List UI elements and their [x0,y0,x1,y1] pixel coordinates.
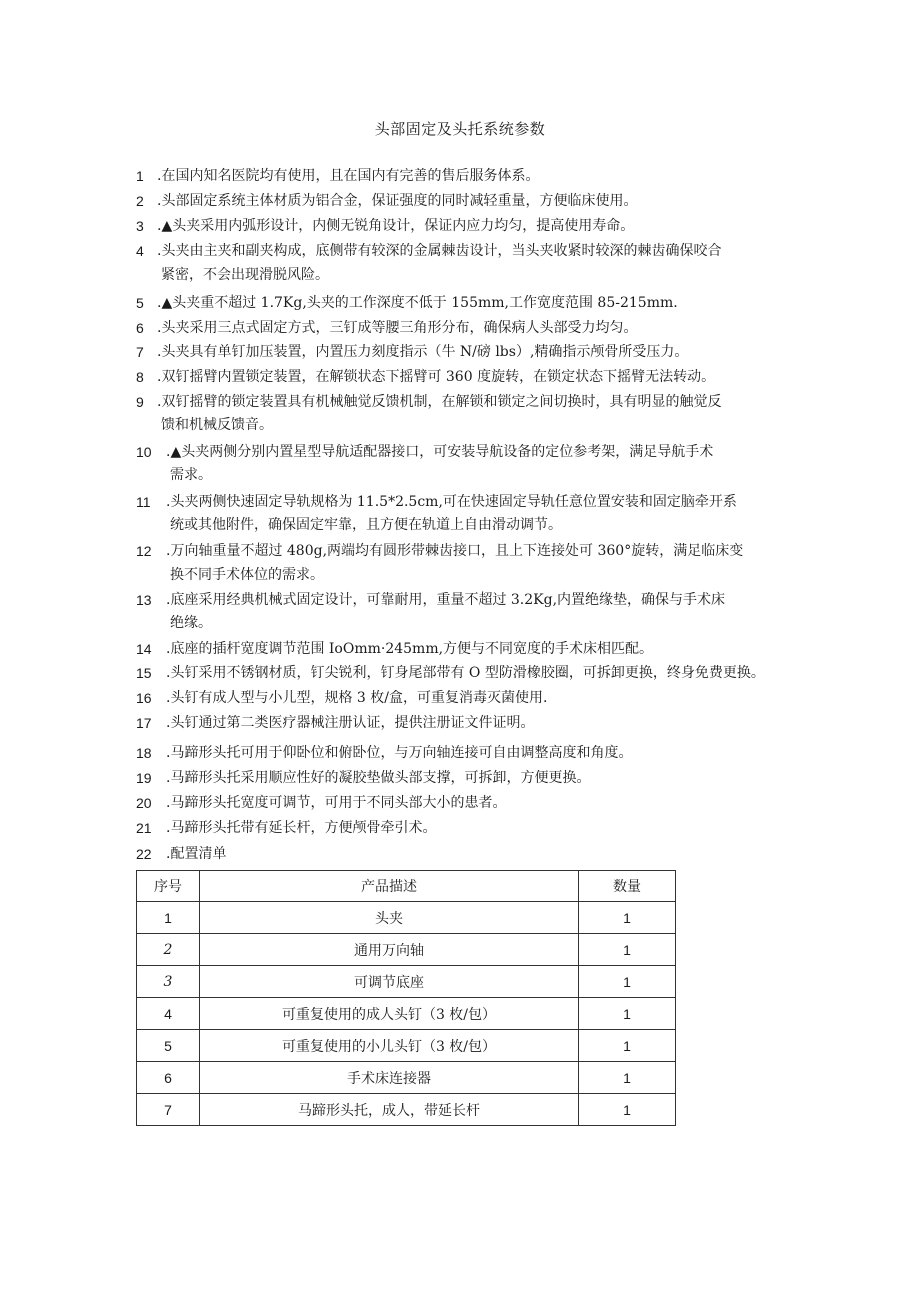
cell-desc: 可重复使用的成人头钉（3 枚/包） [200,998,579,1030]
list-item: 8 .双钉摇臂内置锁定装置，在解锁状态下摇臂可 360 度旋转，在锁定状态下摇臂无法转动。 [136,369,716,385]
table-row [137,902,676,934]
list-item: 21 .马蹄形头托带有延长杆，方便颅骨牵引术。 [136,820,437,836]
table-row [137,966,676,998]
list-item: 19 .马蹄形头托采用顺应性好的凝胶垫做头部支撑，可拆卸，方便更换。 [136,770,591,786]
cell-no: 7 [137,1094,200,1126]
list-item: 2 .头部固定系统主体材质为铝合金，保证强度的同时减轻重量，方便临床使用。 [136,193,638,209]
list-item: 5 .▲头夹重不超过 1.7Kg,头夹的工作深度不低于 155mm,工作宽度范围 85-215mm. [136,295,678,311]
list-item: 1 .在国内知名医院均有使用，且在国内有完善的售后服务体系。 [136,168,540,184]
list-item: 20 .马蹄形头托宽度可调节，可用于不同头部大小的患者。 [136,795,507,811]
cell-no: 4 [137,998,200,1030]
list-item: 7 .头夹具有单钉加压装置，内置压力刻度指示（牛 N/磅 lbs）,精确指示颅骨所受压力。 [136,344,689,360]
cell-desc: 通用万向轴 [200,934,579,966]
list-item: 22 .配置清单 [136,846,227,862]
list-item-continuation: 紧密，不会出现滑脱风险。 [161,267,329,283]
cell-qty: 1 [579,1094,676,1126]
list-item-continuation: 馈和机械反馈音。 [161,417,273,433]
cell-desc: 手术床连接器 [200,1062,579,1094]
list-item: 17 .头钉通过第二类医疗器械注册认证，提供注册证文件证明。 [136,715,535,731]
cell-qty: 1 [579,934,676,966]
cell-qty: 1 [579,902,676,934]
list-item: 13 .底座采用经典机械式固定设计，可靠耐用，重量不超过 3.2Kg,内置绝缘垫，确保与手术床 [136,592,726,608]
cell-no: 6 [137,1062,200,1094]
cell-desc: 马蹄形头托，成人，带延长杆 [200,1094,579,1126]
table-row [137,1094,676,1126]
cell-qty: 1 [579,1030,676,1062]
list-item: 10 .▲头夹两侧分别内置星型导航适配器接口，可安装导航设备的定位参考架，满足导航手术 [136,444,714,460]
list-item: 3 .▲头夹采用内弧形设计，内侧无锐角设计，保证内应力均匀，提高使用寿命。 [136,218,635,234]
page-title: 头部固定及头托系统参数 [374,120,546,138]
list-item: 15 .头钉采用不锈钢材质，钉尖锐利，钉身尾部带有 O 型防滑橡胶圈，可拆卸更换，终身免费更换。 [136,665,765,681]
config-table [136,870,676,1126]
list-item: 9 .双钉摇臂的锁定装置具有机械触觉反馈机制，在解锁和锁定之间切换时，具有明显的触觉反 [136,394,722,410]
cell-desc: 可重复使用的小儿头钉（3 枚/包） [200,1030,579,1062]
col-header-qty: 数量 [579,871,676,902]
list-item: 18 .马蹄形头托可用于仰卧位和俯卧位，与万向轴连接可自由调整高度和角度。 [136,745,633,761]
list-item-continuation: 需求。 [170,467,212,483]
cell-desc: 头夹 [200,902,579,934]
list-item: 12 .万向轴重量不超过 480g,两端均有圆形带棘齿接口，且上下连接处可 360°旋转，满足临床变 [136,543,744,559]
cell-qty: 1 [579,1062,676,1094]
col-header-desc: 产品描述 [200,871,579,902]
list-item: 16 .头钉有成人型与小儿型，规格 3 枚/盒，可重复消毒灭菌使用. [136,690,548,706]
list-item: 14 .底座的插杆宽度调节范围 IoOmm·245mm,方便与不同宽度的手术床相匹配。 [136,641,654,657]
cell-qty: 1 [579,998,676,1030]
table-row [137,1030,676,1062]
cell-qty: 1 [579,966,676,998]
table-row [137,1062,676,1094]
list-item-continuation: 绝缘。 [170,615,212,631]
list-item-continuation: 换不同手术体位的需求。 [170,567,324,583]
cell-desc: 可调节底座 [200,966,579,998]
list-item: 4 .头夹由主夹和副夹构成，底侧带有较深的金属棘齿设计，当头夹收紧时较深的棘齿确保咬合 [136,243,722,259]
list-item: 11 .头夹两侧快速固定导轨规格为 11.5*2.5cm,可在快速固定导轨任意位置安装和固定脑牵开系 [136,494,737,510]
list-item-continuation: 统或其他附件，确保固定牢靠，且方便在轨道上自由滑动调节。 [170,517,562,533]
cell-no: 5 [137,1030,200,1062]
cell-no: 2 [137,934,200,966]
cell-no: 1 [137,902,200,934]
table-row [137,998,676,1030]
col-header-no: 序号 [137,871,200,902]
cell-no: 3 [137,966,200,998]
table-header-row [137,871,676,902]
table-row [137,934,676,966]
list-item: 6 .头夹采用三点式固定方式，三钉成等腰三角形分布，确保病人头部受力均匀。 [136,320,638,336]
